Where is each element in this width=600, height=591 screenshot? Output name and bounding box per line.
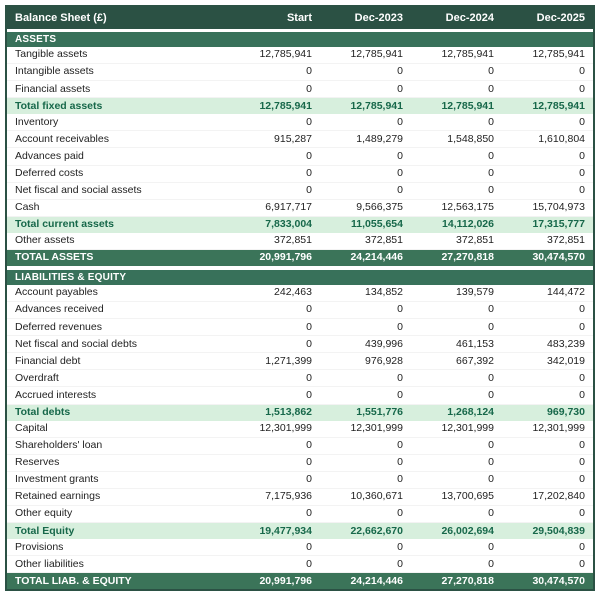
table-row (7, 114, 593, 131)
row-value: 12,301,999 (259, 422, 312, 435)
table-row (7, 302, 593, 319)
row-value: 1,548,850 (447, 132, 494, 145)
row-value: 17,315,777 (532, 218, 585, 231)
row-value: 144,472 (547, 286, 585, 299)
row-value: 10,360,671 (350, 490, 403, 503)
row-value: 0 (488, 65, 494, 78)
row-value: 342,019 (547, 354, 585, 367)
row-label: Tangible assets (15, 48, 88, 61)
table-row (7, 539, 593, 556)
table-row (7, 573, 593, 589)
row-value: 0 (397, 184, 403, 197)
table-row (7, 285, 593, 302)
row-value: 0 (579, 540, 585, 553)
row-value: 0 (306, 388, 312, 401)
row-value: 0 (306, 439, 312, 452)
table-row (7, 370, 593, 387)
row-value: 0 (488, 320, 494, 333)
row-value: 0 (306, 557, 312, 570)
row-value: 20,991,796 (259, 251, 312, 264)
row-value: 12,301,999 (441, 422, 494, 435)
row-value: 0 (306, 337, 312, 350)
row-value: 0 (397, 507, 403, 520)
row-label: Accrued interests (15, 388, 97, 401)
row-value: 0 (488, 149, 494, 162)
row-value: 12,301,999 (532, 422, 585, 435)
row-label: Retained earnings (15, 490, 101, 503)
table-row (7, 200, 593, 217)
row-label: Other liabilities (15, 557, 84, 570)
row-value: 27,270,818 (441, 574, 494, 587)
row-value: 1,610,804 (538, 132, 585, 145)
table-row (7, 148, 593, 165)
row-value: 12,785,941 (350, 48, 403, 61)
row-value: 1,513,862 (265, 405, 312, 418)
row-label: Total Equity (15, 524, 75, 537)
row-value: 0 (397, 473, 403, 486)
row-value: 20,991,796 (259, 574, 312, 587)
row-value: 0 (488, 166, 494, 179)
row-value: 242,463 (274, 286, 312, 299)
row-value: 0 (306, 65, 312, 78)
row-value: 7,175,936 (265, 490, 312, 503)
row-value: 12,785,941 (350, 99, 403, 112)
column-header-dec-2023: Dec-2023 (354, 12, 403, 24)
row-value: 0 (579, 507, 585, 520)
row-value: 372,851 (274, 234, 312, 247)
row-value: 0 (579, 184, 585, 197)
row-label: Shareholders' loan (15, 439, 103, 452)
row-value: 483,239 (547, 337, 585, 350)
row-value: 372,851 (456, 234, 494, 247)
row-label: Total debts (15, 405, 71, 418)
row-label: Advances received (15, 303, 104, 316)
row-label: Other equity (15, 507, 73, 520)
row-value: 0 (306, 320, 312, 333)
balance-sheet-table (5, 5, 595, 591)
row-value: 0 (306, 149, 312, 162)
row-value: 0 (579, 439, 585, 452)
table-row (7, 131, 593, 148)
table-row (7, 250, 593, 266)
table-row (7, 489, 593, 506)
row-value: 0 (397, 540, 403, 553)
row-value: 0 (579, 166, 585, 179)
row-label: Overdraft (15, 371, 59, 384)
row-value: 461,153 (456, 337, 494, 350)
row-value: 24,214,446 (350, 574, 403, 587)
row-value: 12,563,175 (441, 201, 494, 214)
row-label: Intangible assets (15, 65, 94, 78)
row-value: 0 (579, 303, 585, 316)
row-value: 0 (397, 166, 403, 179)
table-row (7, 217, 593, 233)
row-label: Reserves (15, 456, 60, 469)
column-header-start: Start (286, 12, 312, 24)
table-row (7, 233, 593, 250)
row-value: 13,700,695 (441, 490, 494, 503)
table-row (7, 455, 593, 472)
row-value: 22,662,670 (350, 524, 403, 537)
row-value: 19,477,934 (259, 524, 312, 537)
row-value: 0 (397, 320, 403, 333)
row-value: 0 (306, 303, 312, 316)
row-value: 1,551,776 (356, 405, 403, 418)
row-value: 0 (397, 149, 403, 162)
table-row (7, 421, 593, 438)
table-row (7, 353, 593, 370)
row-value: 0 (397, 557, 403, 570)
row-value: 0 (397, 456, 403, 469)
table-row (7, 523, 593, 539)
row-value: 0 (488, 388, 494, 401)
table-row (7, 98, 593, 114)
row-label: Cash (15, 201, 40, 214)
row-value: 0 (579, 149, 585, 162)
row-value: 26,002,694 (441, 524, 494, 537)
table-row (7, 47, 593, 64)
table-row (7, 319, 593, 336)
row-value: 15,704,973 (532, 201, 585, 214)
row-value: 372,851 (365, 234, 403, 247)
row-value: 12,785,941 (259, 99, 312, 112)
table-body (7, 29, 593, 589)
row-label: Advances paid (15, 149, 84, 162)
table-row (7, 183, 593, 200)
section-header-liabilities-equity: LIABILITIES & EQUITY (7, 270, 593, 285)
row-value: 1,489,279 (356, 132, 403, 145)
row-value: 12,785,941 (441, 99, 494, 112)
row-value: 1,268,124 (447, 405, 494, 418)
row-value: 7,833,004 (265, 218, 312, 231)
row-value: 0 (397, 82, 403, 95)
table-row (7, 166, 593, 183)
row-label: TOTAL LIAB. & EQUITY (15, 574, 132, 587)
row-value: 976,928 (365, 354, 403, 367)
row-value: 667,392 (456, 354, 494, 367)
row-value: 0 (579, 557, 585, 570)
row-value: 0 (306, 456, 312, 469)
row-value: 12,785,941 (532, 99, 585, 112)
row-value: 0 (579, 82, 585, 95)
row-value: 30,474,570 (532, 251, 585, 264)
row-label: Account payables (15, 286, 98, 299)
table-row (7, 438, 593, 455)
row-value: 0 (579, 65, 585, 78)
row-label: Deferred costs (15, 166, 84, 179)
row-value: 0 (397, 65, 403, 78)
table-row (7, 405, 593, 421)
row-value: 0 (306, 115, 312, 128)
row-value: 1,271,399 (265, 354, 312, 367)
row-value: 0 (488, 540, 494, 553)
column-header-dec-2025: Dec-2025 (536, 12, 585, 24)
row-value: 6,917,717 (265, 201, 312, 214)
row-label: Account receivables (15, 132, 109, 145)
row-label: Total current assets (15, 218, 115, 231)
row-value: 0 (579, 320, 585, 333)
row-value: 0 (306, 540, 312, 553)
row-value: 0 (397, 303, 403, 316)
row-value: 134,852 (365, 286, 403, 299)
table-row (7, 336, 593, 353)
row-value: 0 (488, 507, 494, 520)
row-value: 12,785,941 (259, 48, 312, 61)
row-label: Total fixed assets (15, 99, 103, 112)
row-value: 14,112,026 (442, 218, 494, 231)
row-value: 0 (306, 184, 312, 197)
table-row (7, 64, 593, 81)
table-title: Balance Sheet (£) (15, 12, 107, 24)
row-label: TOTAL ASSETS (15, 251, 94, 264)
row-label: Financial debt (15, 354, 81, 367)
row-value: 0 (488, 115, 494, 128)
column-header-dec-2024: Dec-2024 (445, 12, 494, 24)
row-value: 0 (579, 115, 585, 128)
row-value: 0 (306, 166, 312, 179)
row-value: 139,579 (456, 286, 494, 299)
row-value: 0 (579, 473, 585, 486)
row-label: Deferred revenues (15, 320, 102, 333)
row-value: 0 (488, 456, 494, 469)
table-row (7, 387, 593, 404)
row-label: Inventory (15, 115, 59, 128)
row-value: 0 (488, 184, 494, 197)
table-row (7, 506, 593, 523)
row-label: Investment grants (15, 473, 99, 486)
row-value: 30,474,570 (532, 574, 585, 587)
row-label: Net fiscal and social assets (15, 184, 142, 197)
row-value: 0 (397, 439, 403, 452)
row-value: 439,996 (365, 337, 403, 350)
row-value: 0 (306, 473, 312, 486)
row-value: 0 (306, 371, 312, 384)
row-label: Provisions (15, 540, 64, 553)
row-value: 27,270,818 (441, 251, 494, 264)
row-value: 0 (488, 82, 494, 95)
row-value: 0 (488, 473, 494, 486)
row-value: 12,785,941 (532, 48, 585, 61)
row-label: Financial assets (15, 82, 91, 95)
row-value: 17,202,840 (532, 490, 585, 503)
row-value: 0 (488, 371, 494, 384)
row-value: 0 (488, 557, 494, 570)
row-value: 0 (579, 456, 585, 469)
table-row (7, 556, 593, 573)
row-value: 12,785,941 (441, 48, 494, 61)
table-header-row (7, 7, 593, 29)
row-value: 0 (306, 82, 312, 95)
table-row (7, 81, 593, 98)
row-value: 969,730 (547, 405, 585, 418)
row-value: 24,214,446 (350, 251, 403, 264)
table-row (7, 472, 593, 489)
row-label: Net fiscal and social debts (15, 337, 137, 350)
row-value: 9,566,375 (356, 201, 403, 214)
row-value: 29,504,839 (532, 524, 585, 537)
row-value: 0 (397, 388, 403, 401)
row-value: 0 (579, 371, 585, 384)
row-value: 915,287 (274, 132, 312, 145)
row-label: Other assets (15, 234, 75, 247)
row-value: 0 (488, 439, 494, 452)
row-value: 12,301,999 (350, 422, 403, 435)
row-value: 11,055,654 (351, 218, 403, 231)
section-header-assets: ASSETS (7, 32, 593, 47)
row-value: 0 (488, 303, 494, 316)
row-value: 372,851 (547, 234, 585, 247)
row-value: 0 (397, 371, 403, 384)
row-label: Capital (15, 422, 48, 435)
row-value: 0 (397, 115, 403, 128)
row-value: 0 (306, 507, 312, 520)
row-value: 0 (579, 388, 585, 401)
